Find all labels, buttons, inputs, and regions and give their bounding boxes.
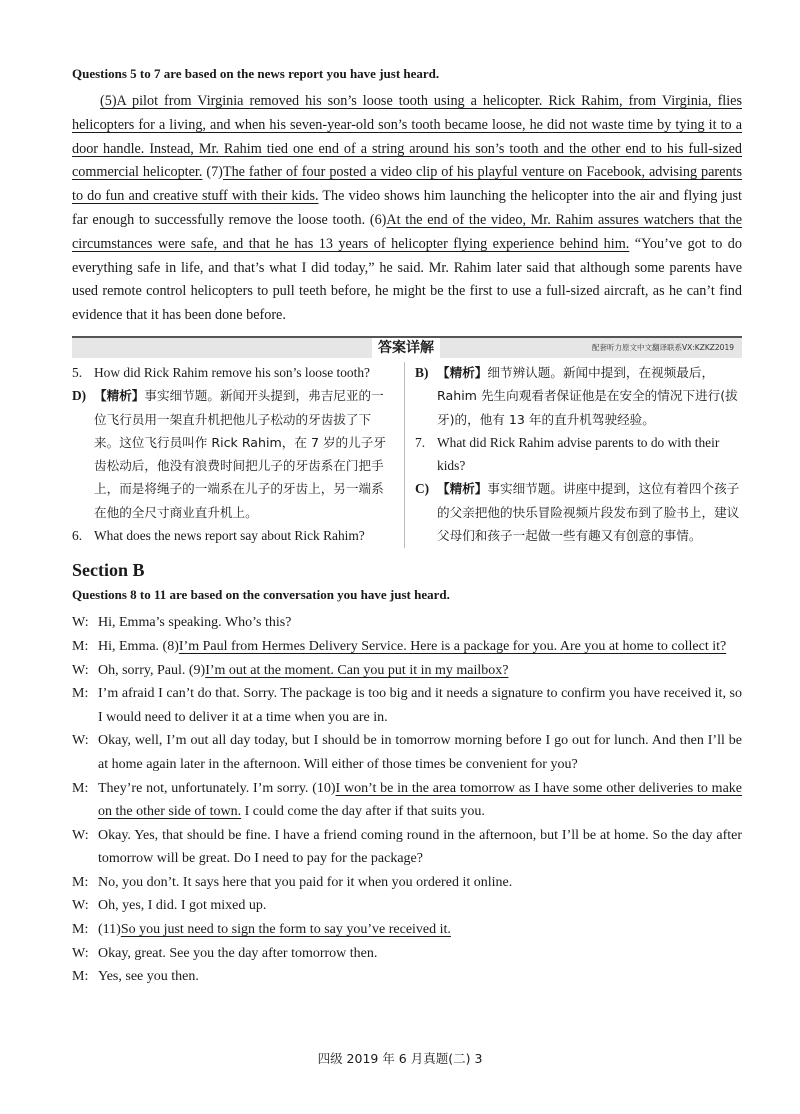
analysis-tag: 【精析】	[94, 388, 145, 404]
question-item	[72, 525, 394, 548]
dialog-text	[98, 871, 742, 895]
report-text: The video shows him launching the helicopter into the air and flying just far enough to successfully remove the loose tooth. (6)	[72, 188, 743, 228]
underlined-answer-text: I won’t be in the area tomorrow as I have some other deliveries to make on the other side of town.	[98, 780, 742, 820]
speaker-label: W:	[72, 827, 89, 843]
speaker-label: M:	[72, 686, 89, 702]
dialog-segment: They’re not, unfortunately. I’m sorry. (10)	[98, 780, 336, 796]
dialog-text	[98, 635, 742, 659]
dialog-line	[72, 824, 742, 871]
analysis-tag: 【精析】	[437, 481, 488, 497]
dialog-line	[72, 611, 742, 635]
dialog-segment: Okay, well, I’m out all day today, but I should be in tomorrow morning before I go out for lunch. And then I’ll be at home again later in the afternoon. Will either of those times be convenient for you?	[98, 733, 742, 772]
question-item	[415, 432, 742, 479]
speaker-label: W:	[72, 615, 89, 631]
dialog-line	[72, 894, 742, 918]
page-content	[72, 66, 742, 989]
dialog-text	[98, 918, 742, 942]
question-text: How did Rick Rahim remove his son’s loose tooth?	[94, 364, 370, 380]
dialog-line	[72, 682, 742, 729]
answer-banner-title: 答案详解	[372, 338, 440, 358]
item-body	[94, 525, 394, 548]
answer-letter: B)	[415, 364, 429, 380]
dialog-line	[72, 777, 742, 824]
dialog-line	[72, 942, 742, 966]
speaker-label: W:	[72, 945, 89, 961]
dialog-text	[98, 824, 742, 871]
dialog-segment: (11)	[98, 922, 121, 938]
answer-banner	[72, 336, 742, 358]
dialog-text	[98, 682, 742, 729]
item-body	[94, 362, 394, 385]
questions-8-11-heading: Questions 8 to 11 are based on the conversation you have just heard.	[72, 587, 450, 603]
page-footer: 四级 2019 年 6 月真题(二) 3	[317, 1051, 483, 1066]
dialog-text	[98, 611, 742, 635]
dialog-text	[98, 894, 742, 918]
answer-banner-note: 配套听力原文中文翻译联系VX:KZKZ2019	[592, 342, 734, 352]
speaker-label: M:	[72, 922, 89, 938]
item-body	[437, 362, 742, 432]
dialog-segment: Oh, sorry, Paul. (9)	[98, 662, 206, 678]
analysis-text: 事实细节题。新闻开头提到，弗吉尼亚的一位飞行员用一架直升机把他儿子松动的牙齿拔了下来。这位飞行员叫作 Rick Rahim，在 7 岁的儿子牙齿松动后，他没有浪费时间把儿子的牙齿系在门把手上，而是将绳子的一端系在儿子的牙齿上，另一端系在他的全尺寸商业直升机上。	[94, 388, 386, 520]
question-text: What does the news report say about Rick Rahim?	[94, 528, 365, 544]
report-text: (7)	[202, 164, 223, 181]
dialog-line	[72, 871, 742, 895]
dialog-segment: No, you don’t. It says here that you paid for it when you ordered it online.	[98, 874, 513, 890]
dialog-line	[72, 965, 742, 989]
dialog-line	[72, 918, 742, 942]
dialog-text	[98, 942, 742, 966]
dialog-line	[72, 729, 742, 776]
underlined-answer-text: The father of four posted a video clip of his playful venture on Facebook, advising parents to do fun and creative stuff with their kids.	[72, 164, 742, 205]
dialog-text	[98, 659, 742, 683]
underlined-answer-text: I’m Paul from Hermes Delivery Service. Here is a package for you. Are you at home to collect it?	[178, 638, 727, 654]
item-body	[94, 385, 394, 525]
dialog-text	[98, 777, 742, 824]
analysis-tag: 【精析】	[437, 364, 488, 380]
dialog-segment: Okay. Yes, that should be fine. I have a friend coming round in the afternoon, but I’ll be at home. So the day after tomorrow will be great. Do I need to pay for the package?	[98, 827, 742, 867]
speaker-label: W:	[72, 662, 89, 678]
question-number: 7.	[415, 434, 426, 450]
answer-letter: C)	[415, 481, 430, 497]
questions-5-7-heading: Questions 5 to 7 are based on the news report you have just heard.	[72, 66, 440, 81]
dialog-segment: Hi, Emma. (8)	[98, 638, 179, 654]
underlined-answer-text: I’m out at the moment. Can you put it in my mailbox?	[205, 662, 509, 678]
dialog-text	[98, 965, 742, 989]
answer-explanation	[415, 362, 742, 432]
item-body	[437, 478, 742, 548]
dialog-line	[72, 659, 742, 683]
dialog-segment: Okay, great. See you the day after tomorrow then.	[98, 945, 378, 961]
answer-column-right	[405, 362, 742, 548]
question-number: 6.	[72, 528, 83, 544]
speaker-label: M:	[72, 874, 89, 890]
answer-columns	[72, 362, 742, 548]
speaker-label: M:	[72, 638, 89, 654]
answer-explanation	[415, 478, 742, 548]
dialog-segment: Oh, yes, I did. I got mixed up.	[98, 898, 267, 914]
answer-column-left	[72, 362, 405, 548]
dialog-text	[98, 729, 742, 776]
answer-letter: D)	[72, 388, 87, 404]
question-item	[72, 362, 394, 385]
speaker-label: W:	[72, 733, 89, 749]
report-text: “You’ve got to do everything safe in life, and that’s what I did today,” he said. Mr. Rahim later said that although some parents have used remote control helicopters to pull teeth before, he might be the first to use a full-sized aircraft, as he can’t find evidence that it has been done before.	[72, 235, 742, 324]
analysis-text: 细节辨认题。新闻中提到，在视频最后，Rahim 先生向观看者保证他是在安全的情况下进行(拔牙)的，他有 13 年的直升机驾驶经验。	[437, 364, 738, 427]
dialog-segment: I could come the day after if that suits you.	[241, 804, 485, 820]
section-title: Section B	[72, 560, 145, 581]
underlined-answer-text: So you just need to sign the form to say you’ve received it.	[120, 922, 451, 938]
dialog-segment: Yes, see you then.	[98, 969, 199, 985]
conversation	[72, 611, 742, 989]
dialog-segment: I’m afraid I can’t do that. Sorry. The package is too big and it needs a signature to confirm you have received it, so I would need to deliver it at a time when you are in.	[98, 686, 742, 725]
analysis-text: 事实细节题。讲座中提到，这位有着四个孩子的父亲把他的快乐冒险视频片段发布到了脸书上，建议父母们和孩子一起做一些有趣又有创意的事情。	[437, 481, 740, 544]
speaker-label: M:	[72, 780, 89, 796]
question-text: What did Rick Rahim advise parents to do with their kids?	[437, 434, 720, 474]
dialog-segment: Hi, Emma’s speaking. Who’s this?	[98, 615, 292, 631]
news-report-paragraph	[72, 90, 742, 328]
answer-explanation	[72, 385, 394, 525]
dialog-line	[72, 635, 742, 659]
underlined-answer-text: (5)A pilot from Virginia removed his son’s loose tooth using a helicopter. Rick Rahim, from Virginia, flies helicopters for a living, and when his seven-year-old son’s tooth became loose, he did not waste time by tying it to a door handle. Instead, Mr. Rahim tied one end of a string around his son’s tooth and the other end to his full-sized commercial helicopter.	[72, 93, 742, 181]
item-body	[437, 432, 742, 479]
underlined-answer-text: At the end of the video, Mr. Rahim assures watchers that the circumstances were safe, and that he has 13 years of helicopter flying experience behind him.	[72, 211, 742, 252]
speaker-label: M:	[72, 969, 89, 985]
speaker-label: W:	[72, 898, 89, 914]
question-number: 5.	[72, 364, 83, 380]
